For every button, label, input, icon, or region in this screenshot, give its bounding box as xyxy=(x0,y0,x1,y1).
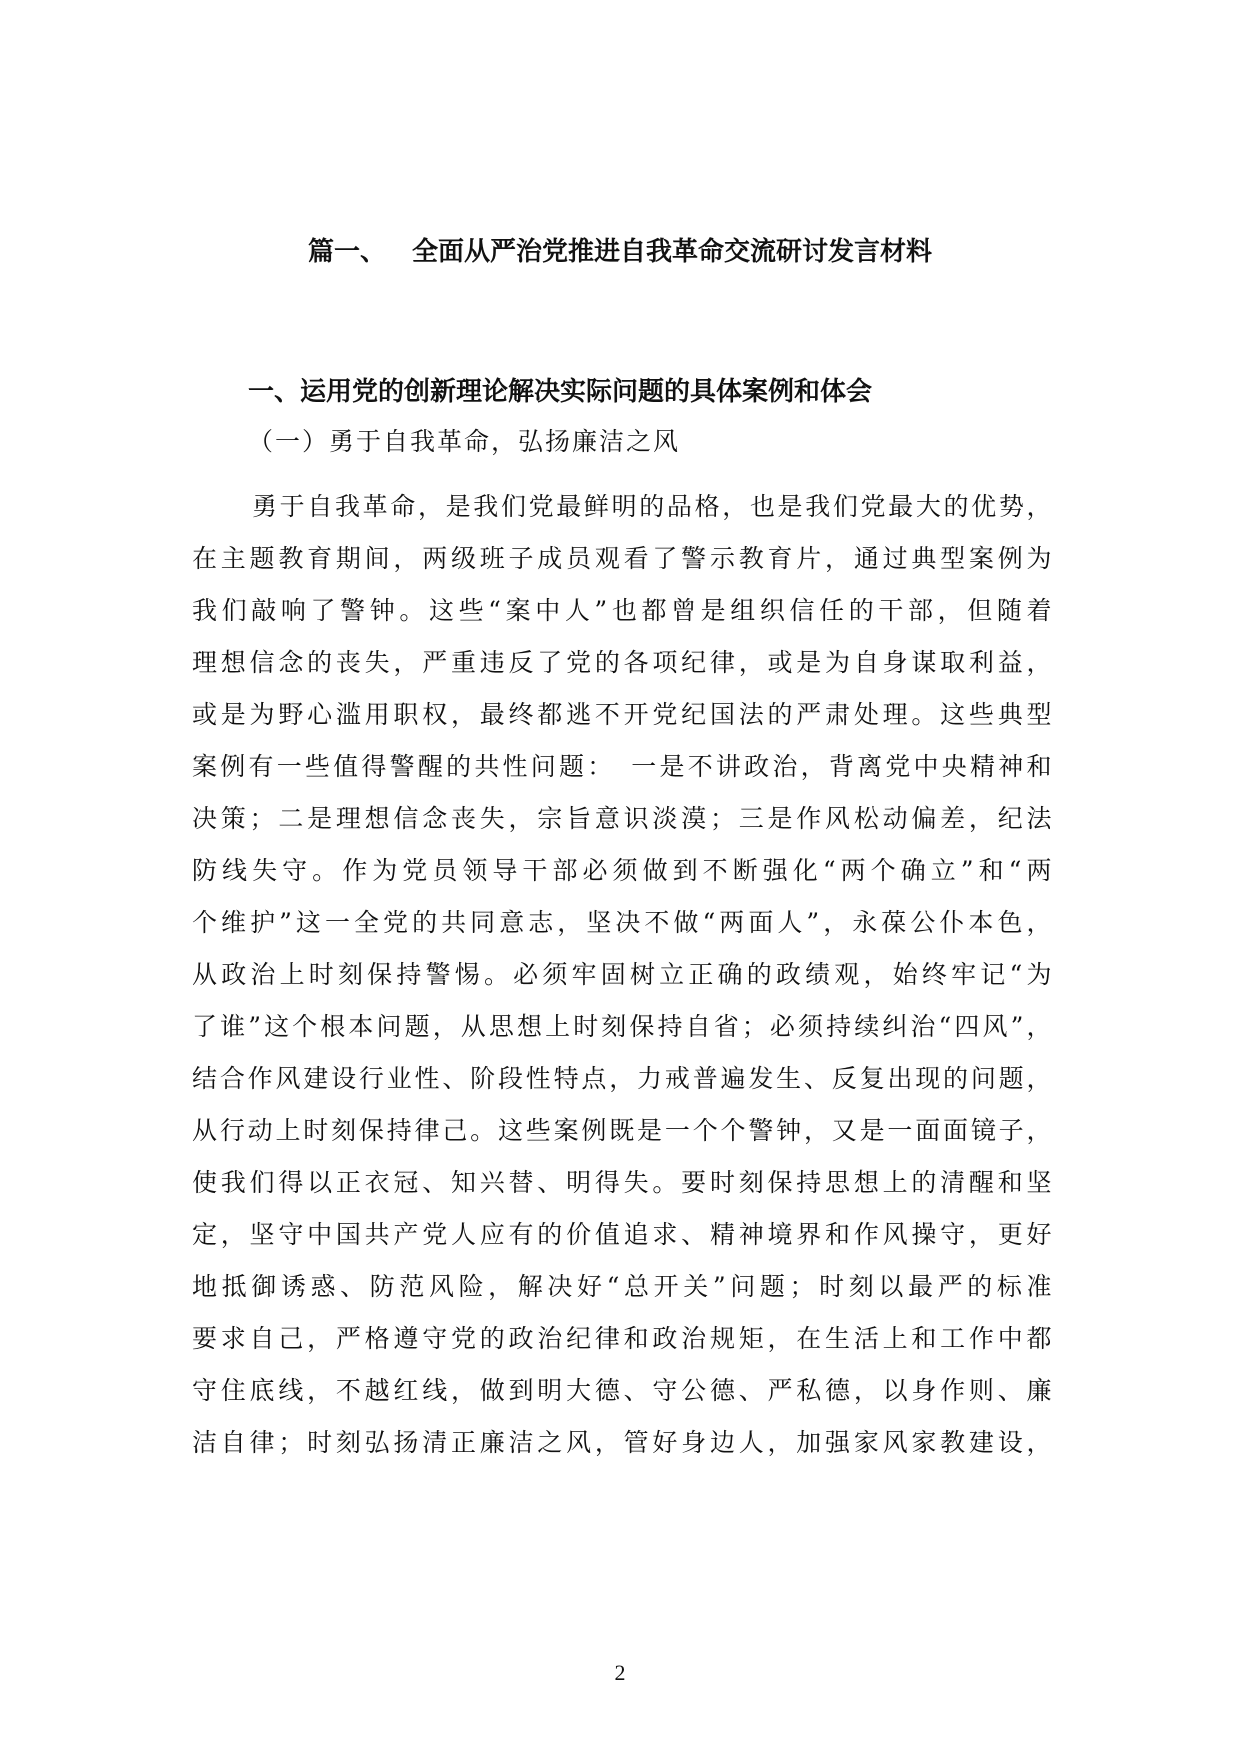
body-line: 使我们得以正衣冠、知兴替、明得失。要时刻保持思想上的清醒和坚 xyxy=(192,1168,1052,1197)
body-line: 勇于自我革命，是我们党最鲜明的品格，也是我们党最大的优势， xyxy=(252,492,1052,521)
body-line: 个维护”这一全党的共同意志，坚决不做“两面人”，永葆公仆本色， xyxy=(192,908,1052,937)
body-line: 守住底线，不越红线，做到明大德、守公德、严私德，以身作则、廉 xyxy=(192,1376,1052,1405)
body-line: 结合作风建设行业性、阶段性特点，力戒普遍发生、反复出现的问题， xyxy=(192,1064,1052,1093)
body-line: 在主题教育期间，两级班子成员观看了警示教育片，通过典型案例为 xyxy=(192,544,1052,573)
body-line: 从政治上时刻保持警惕。必须牢固树立正确的政绩观，始终牢记“为 xyxy=(192,960,1052,989)
section-heading: 一、运用党的创新理论解决实际问题的具体案例和体会 xyxy=(248,377,873,407)
body-line: 我们敲响了警钟。这些“案中人”也都曾是组织信任的干部，但随着 xyxy=(192,596,1052,625)
body-line: 或是为野心滥用职权，最终都逃不开党纪国法的严肃处理。这些典型 xyxy=(192,700,1052,729)
page-number: 2 xyxy=(614,1660,626,1685)
body-line: 要求自己，严格遵守党的政治纪律和政治规矩，在生活上和工作中都 xyxy=(192,1324,1052,1353)
body-line: 防线失守。作为党员领导干部必须做到不断强化“两个确立”和“两 xyxy=(192,856,1052,885)
body-line: 理想信念的丧失，严重违反了党的各项纪律，或是为自身谋取利益， xyxy=(192,648,1052,677)
body-line: 了谁”这个根本问题，从思想上时刻保持自省；必须持续纠治“四风”， xyxy=(192,1012,1052,1041)
document-title xyxy=(150,232,1090,272)
body-line: 案例有一些值得警醒的共性问题： 一是不讲政治，背离党中央精神和 xyxy=(192,752,1052,781)
title-main: 全面从严治党推进自我革命交流研讨发言材料 xyxy=(412,237,933,267)
body-line: 决策；二是理想信念丧失，宗旨意识淡漠；三是作风松动偏差，纪法 xyxy=(192,804,1052,833)
body-line: 地抵御诱惑、防范风险，解决好“总开关”问题；时刻以最严的标准 xyxy=(192,1272,1052,1301)
body-line: 定，坚守中国共产党人应有的价值追求、精神境界和作风操守，更好 xyxy=(192,1220,1052,1249)
title-prefix: 篇一、 xyxy=(307,237,386,267)
subsection-heading: （一）勇于自我革命，弘扬廉洁之风 xyxy=(248,427,681,456)
body-paragraph xyxy=(192,481,1052,1469)
body-line: 从行动上时刻保持律己。这些案例既是一个个警钟，又是一面面镜子， xyxy=(192,1116,1052,1145)
body-line: 洁自律；时刻弘扬清正廉洁之风，管好身边人，加强家风家教建设， xyxy=(192,1428,1052,1457)
